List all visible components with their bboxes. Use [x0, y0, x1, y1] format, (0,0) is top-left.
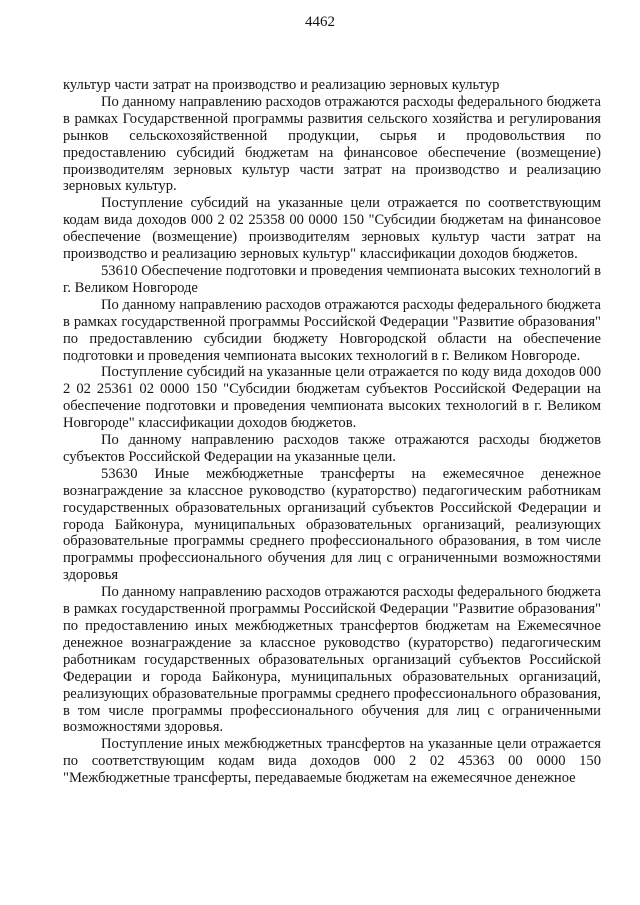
paragraph: Поступление субсидий на указанные цели отражается по соответствующим кодам вида доходов 000 2 02 25358 00 0000 150 "Субсидии бюджетам на финансовое обеспечение (возмещение) производителям зерновых культур части затрат на производство и реализацию зерновых культур" классификации доходов бюджетов.	[63, 195, 601, 263]
section-heading-53610: 53610 Обеспечение подготовки и проведения чемпионата высоких технологий в г. Великом Новгороде	[63, 262, 601, 296]
paragraph-continuation: культур части затрат на производство и реализацию зерновых культур	[63, 77, 500, 93]
paragraph: Поступление субсидий на указанные цели отражается по коду вида доходов 000 2 02 25361 02 0000 150 "Субсидии бюджетам субъектов Российской Федерации на обеспечение подготовки и проведения чемпионата высоких технологий в г. Великом Новгороде" классификации доходов бюджетов.	[63, 364, 601, 432]
paragraph: По данному направлению расходов отражаются расходы федерального бюджета в рамках государственной программы Российской Федерации "Развитие образования" по предоставлению субсидии бюджету Новгородской области на обеспечение подготовки и проведения чемпионата высоких технологий в г. Великом Новгороде.	[63, 296, 601, 364]
document-body	[63, 77, 601, 787]
section-heading-53630: 53630 Иные межбюджетные трансферты на ежемесячное денежное вознаграждение за классное руководство (кураторство) педагогическим работникам государственных образовательных организаций субъектов Российской Федерации и города Байконура, муниципальных образовательных организаций, реализующих образовательные программы среднего профессионального образования, в том числе программы профессионального обучения для лиц с ограниченными возможностями здоровья	[63, 465, 601, 584]
paragraph: По данному направлению расходов отражаются расходы федерального бюджета в рамках государственной программы Российской Федерации "Развитие образования" по предоставлению иных межбюджетных трансфертов бюджетам на Ежемесячное денежное вознаграждение за классное руководство (кураторство) педагогическим работникам государственных образовательных организаций субъектов Российской Федерации и города Байконура, муниципальных образовательных организаций, реализующих образовательные программы среднего профессионального образования, в том числе программы профессионального обучения для лиц с ограниченными возможностями здоровья.	[63, 584, 601, 736]
paragraph: По данному направлению расходов отражаются расходы федерального бюджета в рамках Государственной программы развития сельского хозяйства и регулирования рынков сельскохозяйственной продукции, сырья и продовольствия по предоставлению субсидий бюджетам на финансовое обеспечение (возмещение) производителям зерновых культур части затрат на производство и реализацию зерновых культур.	[63, 93, 601, 195]
paragraph: Поступление иных межбюджетных трансфертов на указанные цели отражается по соответствующим кодам вида доходов 000 2 02 45363 00 0000 150 "Межбюджетные трансферты, передаваемые бюджетам на ежемесячное денежное	[63, 736, 601, 787]
page-number: 4462	[305, 14, 335, 30]
paragraph: По данному направлению расходов также отражаются расходы бюджетов субъектов Российской Федерации на указанные цели.	[63, 432, 601, 465]
